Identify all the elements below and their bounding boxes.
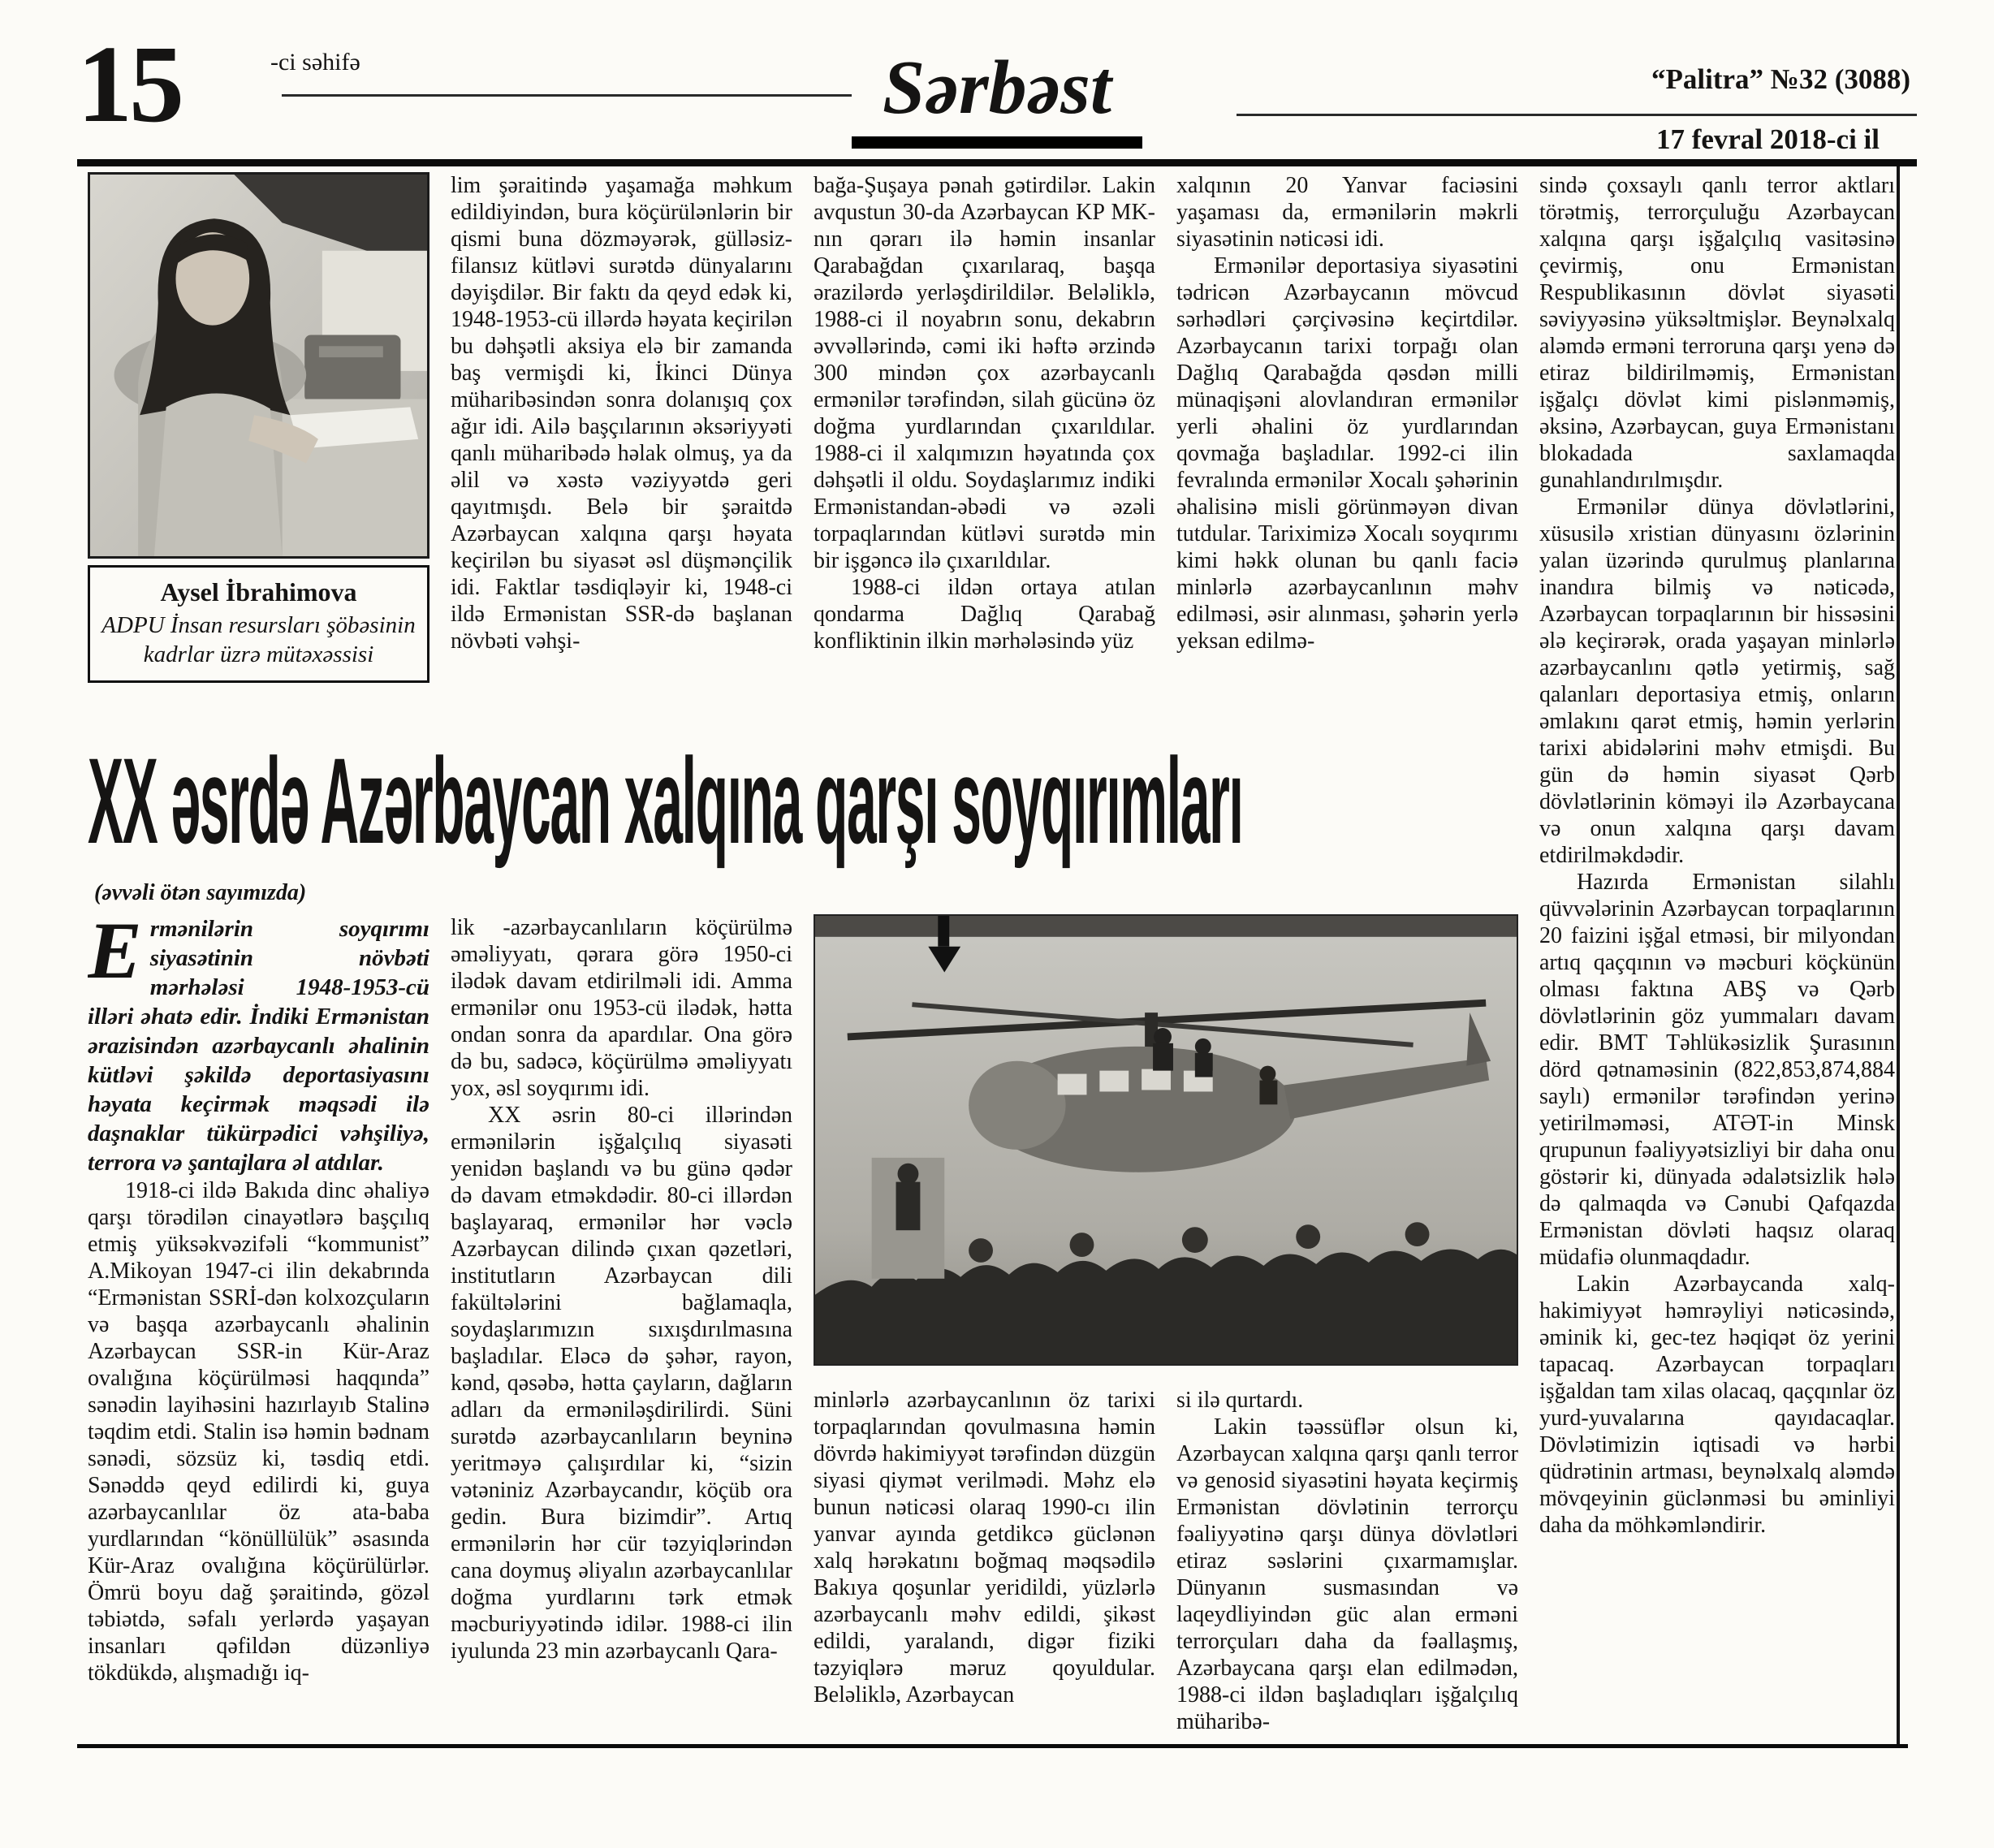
- paragraph: 1918-ci ildə Bakıda dinc əhaliyə qarşı törədilən cinayətlərə başçılıq etmiş yüksəkvəzifəli “kommunist” A.Mikoyan 1947-ci ilin dekabrında “Ermənistan SSRİ-dən kolxozçuların və başqa azərbaycanlı əhalinin Azərbaycan SSR-in Kür-Araz ovalığına köçürülməsi haqqında” sənədin layihəsini hazırlayıb Stalinə təqdim etdi. Stalin isə həmin bədnam sənədi, sözsüz ki, təsdiq etdi. Sənəddə qeyd edilirdi ki, guya azərbaycanlılar öz ata-baba yurdlarından “könüllülük” əsasında Kür-Araz ovalığına köçürülürlər. Ömrü boyu dağ şəraitində, gözəl təbiətdə, səfalı yerlərdə yaşayan insanları qəfildən düzənliyə tökdükdə, alışmadığı iq-: [88, 1178, 429, 1686]
- paragraph: Lakin Azərbaycanda xalq-hakimiyyət həmrəyliyi nəticəsində, əminik ki, gec-tez həqiqət öz yerini tapacaq. Azərbaycan torpaqları işğaldan tam xilas olacaq, qaçqınlar öz yurd-yuvalarına qayıdacaqlar. Dövlətimizin iqtisadi və hərbi qüdrətinin artması, beynəlxalq aləmdə mövqeyinin güclənməsi bu əminliyi daha da möhkəmləndirir.: [1539, 1272, 1895, 1538]
- helicopter-photo: [814, 914, 1518, 1366]
- photo-caption-name: Aysel İbrahimova: [160, 577, 357, 607]
- photo-caption-title: ADPU İnsan resursları şöbəsinin kadrlar üzrə mütəxəssisi: [101, 612, 416, 667]
- headline: XX əsrdə Azərbaycan xalqına qarşı soyqırımları: [88, 736, 1243, 869]
- page-number: 15: [77, 24, 181, 145]
- issue-date: 17 fevral 2018-ci il: [1655, 123, 1880, 155]
- portrait-photo: [88, 172, 429, 559]
- article-column-5: [1539, 172, 1895, 1741]
- header-divider-right: [1237, 114, 1917, 116]
- page-number-label: -ci səhifə: [270, 49, 360, 76]
- headline-wrap: [88, 736, 1518, 870]
- article-column-1-bottom: [88, 914, 429, 1785]
- paragraph: Lakin təəssüflər olsun ki, Azərbaycan xalqına qarşı qanlı terror və genosid siyasətini həyata keçirmiş Ermənistan dövlətinin terrorçu fəaliyyətinə qarşı dünya dövlətləri etiraz səslərini çıxarmamışlar. Dünyanın susmasından və laqeydliyindən güc alan erməni terrorçuları daha da fəallaşmış, Azərbaycana qarşı elan edilmədən, 1988-ci ildən başladıqları işğalçılıq müharibə-: [1176, 1414, 1518, 1734]
- paragraph: bağa-Şuşaya pənah gətirdilər. Lakin avqustun 30-da Azərbaycan KP MK-nın qərarı ilə həmin insanlar Qarabağdan çıxarılaraq, başqa ərazilərdə yerləşdirildilər. Beləliklə, 1988-ci il noyabrın sonu, dekabrın əvvəllərində, cəmi iki həftə ərzində 300 mindən çox azərbaycanlı ermənilər tərəfindən, silah gücünə öz doğma yurdlarından çıxarıldılar. 1988-ci il xalqımızın həyatında çox dəhşətli il oldu. Soydaşlarımız indiki Ermənistandan-əbədi və əzəli torpaqlarından kütləvi surətdə min bir işgəncə ilə çıxarıldılar.: [814, 173, 1155, 573]
- paragraph: lik -azərbaycanlıların köçürülmə əməliyyatı, qərara görə 1950-ci ilədək davam etdirilməli idi. Amma ermənilər onu 1953-cü ilədək, hətta ondan sonra da apardılar. Ona görə də bu, sadəcə, köçürülmə əməliyyatı yox, əsl soyqırımı idi.: [451, 915, 792, 1101]
- paragraph: Ermənilər dünya dövlətlərini, xüsusilə xristian dünyasını özlərinin yalan üzərində qurulmuş planlarına inandıra bilmiş və nəticədə, Azərbaycan torpaqlarının bir hissəsini ələ keçirərək, orada yaşayan minlərlə azərbaycanlını qətlə yetirmiş, sağ qalanları deportasiya etmiş, onların əmlakını qarət etmiş, həmin yerlərin tarixi abidələrini məhv etmişdi. Bu gün də həmin siyasət Qərb dövlətlərinin köməyi ilə Azərbaycana və onun xalqına qarşı davam etdirilməkdədir.: [1539, 494, 1895, 868]
- masthead: Sərbəst: [852, 44, 1142, 149]
- paragraph: si ilə qurtardı.: [1176, 1388, 1304, 1413]
- lead-text: rmənilərin soyqırımı siyasətinin növbəti mərhələsi 1948-1953-cü illəri əhatə edir. İndiki Ermənistan ərazisindən azərbaycanlı əhalinin kütləvi şəkildə deportasiyasını həyata keçirmək məqsədi ilə daşnaklar tükürpədici vəhşiliyə, terrora və şantajlara əl atdılar.: [88, 916, 429, 1176]
- photo-caption: [88, 565, 429, 683]
- lead-paragraph: [88, 914, 429, 1177]
- continuation-note: (əvvəli ötən sayımızda): [94, 880, 307, 905]
- article-column-3-top: [814, 172, 1155, 724]
- article-column-2-top: [451, 172, 792, 724]
- paragraph: Ermənilər deportasiya siyasətini tədricən Azərbaycanın mövcud sərhədləri çərçivəsinə keçirtdilər. Azərbaycanın tarixi torpağı olan Dağlıq Qarabağda qəsdən milli münaqişəni alovlandıran ermənilər yerli əhalini öz yurdlarından qovmağa başladılar. 1992-ci ilin fevralında ermənilər Xocalı şəhərinin əhalisinə misli görünməyən divan tutdular. Tariximizə Xocalı soyqırımı kimi həkk olunan bu qanlı faciə minlərlə azərbaycanlının məhv edilməsi, əsir alınması, şəhərin yerlə yeksan edilmə-: [1176, 253, 1518, 654]
- article-column-2-bottom: [451, 914, 792, 1785]
- page-right-border: [1897, 166, 1900, 1748]
- page-header: [77, 24, 1917, 156]
- article-column-4-bottom: [1176, 1387, 1518, 1762]
- paragraph: lim şəraitində yaşamağa məhkum edildiyindən, bura köçürülənlərin bir qismi buna dözməyərək, gülləsiz-filansız kütləvi surətdə dünyalarını dəyişdilər. Bir faktı da qeyd edək ki, 1948-1953-cü illərdə həyata keçirilən bu dəhşətli aksiya elə bir zamanda baş vermişdi ki, İkinci Dünya müharibəsindən sonra dolanışıq çox ağır idi. Ailə başçılarının əksəriyyəti qanlı müharibədə həlak olmuş, ya da əlil və xəstə vəziyyətdə geri qayıtmışdı. Belə bir şəraitdə Azərbaycan xalqına qarşı həyata keçirilən bu siyasət əsl düşmənçilik idi. Faktlar təsdiqləyir ki, 1948-ci ildə Ermənistan SSR-də başlanan növbəti vəhşi-: [451, 173, 792, 654]
- article-column-3-bottom: [814, 1387, 1155, 1762]
- header-divider-left: [282, 94, 874, 97]
- paragraph: XX əsrin 80-ci illərindən ermənilərin işğalçılıq siyasəti yenidən başlandı və bu günə qədər də davam etməkdədir. 80-ci illərdən başlayaraq, ermənilər hər vəclə Azərbaycan dilində çıxan qəzetləri, institutların Azərbaycan dili fakültələrini bağlamaqla, soydaşlarımızın sıxışdırılmasına başladılar. Eləcə də şəhər, rayon, kənd, qəsəbə, hətta çayların, dağların adları da erməniləşdirilirdi. Süni surətdə azərbaycanlıların beyninə yeritməyə çalışırdılar ki, “sizin vətəniniz Azərbaycandır, köçüb ora gedin. Bura bizimdir”. Artıq ermənilərin hər cür təzyiqlərindən cana doymuş əliyalın azərbaycanlılar doğma yurdlarını tərk etmək məcburiyyətində idilər. 1988-ci ilin iyulunda 23 min azərbaycanlı Qara-: [451, 1103, 792, 1664]
- issue-number: “Palitra” №32 (3088): [1651, 63, 1910, 95]
- paragraph: 1988-ci ildən ortaya atılan qondarma Dağlıq Qarabağ konfliktinin ilkin mərhələsində yüz: [814, 575, 1155, 654]
- article-content: [88, 172, 1895, 1785]
- portrait-column: [88, 172, 429, 728]
- paragraph: minlərlə azərbaycanlının öz tarixi torpaqlarından qovulmasına həmin dövrdə hakimiyyət tərəfindən düzgün siyasi qiymət verilmədi. Məhz elə bunun nəticəsi olaraq 1990-cı ilin yanvar ayında getdikcə güclənən xalq hərəkatını boğmaq məqsədilə Bakıya qoşunlar yeridildi, yüzlərlə azərbaycanlı məhv edildi, şikəst edildi, yaralandı, digər fiziki təzyiqlərə məruz qoyuldular. Beləliklə, Azərbaycan: [814, 1388, 1155, 1708]
- drop-cap: E: [88, 914, 142, 995]
- header-rule: [77, 159, 1917, 166]
- paragraph: xalqının 20 Yanvar faciəsini yaşaması da, ermənilərin məkrli siyasətinin nəticəsi idi.: [1176, 173, 1518, 252]
- article-column-4-top: [1176, 172, 1518, 724]
- paragraph: Hazırda Ermənistan silahlı qüvvələrinin Azərbaycan torpaqlarının 20 faizini işğal etməsi, bir milyondan artıq qaçqının və məcburi köçkünün olması faktına ABŞ və Qərb dövlətlərinin göz yummaları davam edir. BMT Təhlükəsizlik Şurasının dörd qətnaməsinin (822,853,874,884 saylı) ermənilər tərəfindən yerinə yetirilməməsi, ATƏT-in Minsk qrupunun fəaliyyətsizliyi bir daha onu göstərir ki, dünyada ədalətsizlik hələ də qalmaqda və Cənubi Qafqazda Ermənistan dövləti haqsız olaraq müdafiə olunmaqdadır.: [1539, 870, 1895, 1270]
- paragraph: sində çoxsaylı qanlı terror aktları törətmiş, terrorçuluğu Azərbaycan xalqına qarşı işğalçılıq vasitəsinə çevirmiş, onu Ermənistan Respublikasının dövlət siyasəti səviyyəsinə yüksəltmişlər. Beynəlxalq aləmdə erməni terroruna qarşı yenə də etiraz bildirilməmiş, Ermənistan işğalçı dövlət kimi pislənməmiş, əksinə, Azərbaycan, guya Ermənistanı blokadada saxlamaqda gunahlandırılmışdır.: [1539, 173, 1895, 493]
